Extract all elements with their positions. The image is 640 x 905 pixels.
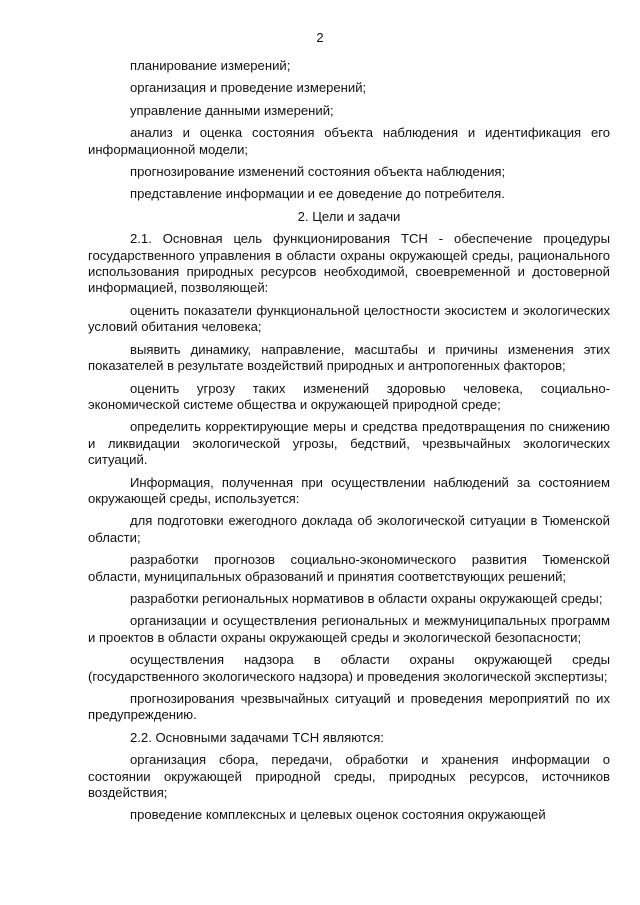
- paragraph: прогнозирования чрезвычайных ситуаций и проведения мероприятий по их предупреждению.: [88, 691, 610, 723]
- section-heading: 2. Цели и задачи: [297, 208, 401, 224]
- paragraph: оценить угрозу таких изменений здоровью человека, социально-экономической системе общества и окружающей природной среде;: [88, 380, 610, 412]
- paragraph: планирование измерений;: [130, 58, 291, 73]
- paragraph: организация сбора, передачи, обработки и хранения информации о состоянии окружающей природной среды, природных ресурсов, источников воздействия;: [88, 752, 610, 801]
- paragraph: управление данными измерений;: [130, 102, 334, 118]
- paragraph: представление информации и ее доведение до потребителя.: [130, 186, 505, 202]
- paragraph: проведение комплексных и целевых оценок состояния окружающей: [130, 807, 546, 823]
- paragraph: анализ и оценка состояния объекта наблюдения и идентификация его информационной модели;: [88, 125, 610, 157]
- paragraph: разработки прогнозов социально-экономического развития Тюменской области, муниципальных образований и принятия соответствующих решений;: [88, 552, 610, 584]
- paragraph: осуществления надзора в области охраны окружающей среды (государственного экологического надзора) и проведения экологической экспертизы;: [88, 652, 610, 684]
- page-number: 2: [316, 30, 324, 45]
- paragraph: 2.1. Основная цель функционирования ТСН - обеспечение процедуры государственного управления в области охраны окружающей среды, рационального использования природных ресурсов необходимой, своевременной и достоверной информацией, позволяющей:: [88, 231, 610, 296]
- paragraph: 2.2. Основными задачами ТСН являются:: [130, 729, 384, 745]
- paragraph: выявить динамику, направление, масштабы и причины изменения этих показателей в результате воздействий природных и антропогенных факторов;: [88, 341, 610, 374]
- paragraph: организации и осуществления региональных и межмуниципальных программ и проектов в области охраны окружающей среды и экологической безопасности;: [88, 613, 610, 645]
- paragraph: Информация, полученная при осуществлении наблюдений за состоянием окружающей среды, используется:: [88, 474, 610, 506]
- paragraph: прогнозирование изменений состояния объекта наблюдения;: [130, 164, 506, 180]
- paragraph: оценить показатели функциональной целостности экосистем и экологических условий обитания человека;: [88, 302, 610, 335]
- document-body: [88, 58, 610, 830]
- paragraph: определить корректирующие меры и средства предотвращения по снижению и ликвидации экологической угрозы, бедствий, чрезвычайных экологических ситуаций.: [88, 419, 610, 468]
- paragraph: для подготовки ежегодного доклада об экологической ситуации в Тюменской области;: [88, 513, 610, 545]
- paragraph: разработки региональных нормативов в области охраны окружающей среды;: [130, 590, 603, 606]
- paragraph: организация и проведение измерений;: [130, 80, 367, 96]
